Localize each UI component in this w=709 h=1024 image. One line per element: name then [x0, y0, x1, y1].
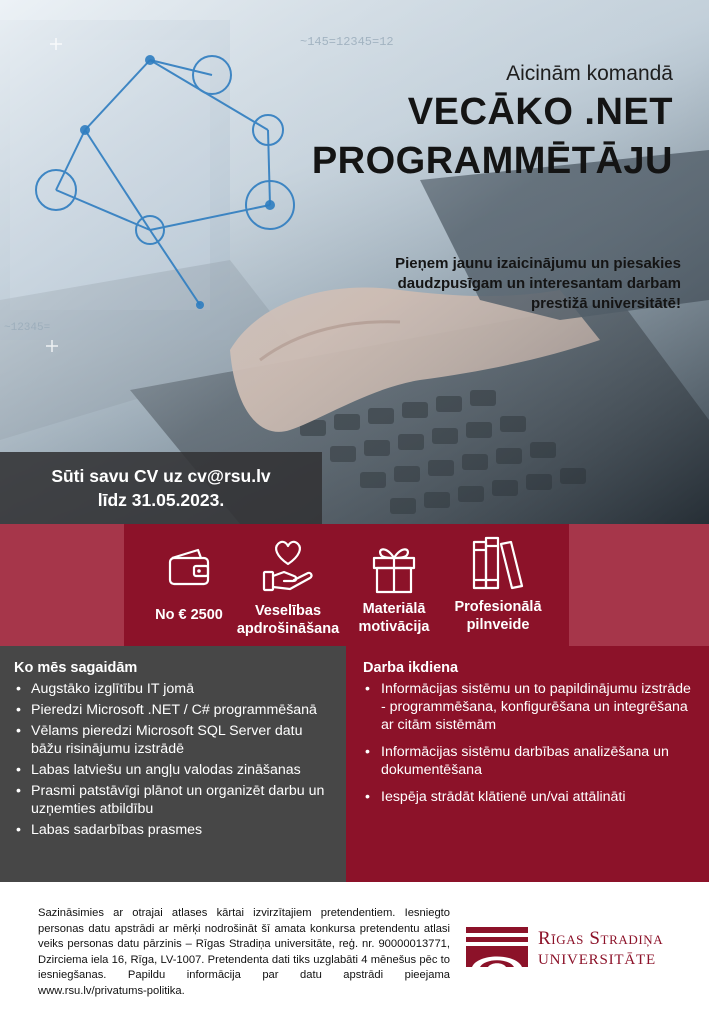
headline-title-line2: PROGRAMMĒTĀJU: [311, 140, 673, 182]
logo-line2: UNIVERSITĀTE: [538, 952, 656, 968]
list-item: • Informācijas sistēmu darbības analizēšana un dokumentēšana: [363, 743, 693, 779]
cv-submission-box: [0, 452, 322, 524]
benefit-development-label: Profesionālā pilnveide: [454, 599, 542, 633]
list-item: • Vēlams pieredzi Microsoft SQL Server datu bāžu risinājumu izstrādē: [14, 722, 332, 758]
list-item: • Pieredzi Microsoft .NET / C# programmēšanā: [14, 701, 332, 719]
requirements-list: [14, 680, 332, 839]
benefit-material-motivation: [346, 524, 442, 636]
benefit-health-insurance: [228, 524, 348, 638]
books-icon: [470, 534, 526, 594]
list-item: • Labas latviešu un angļu valodas zināšanas: [14, 761, 332, 779]
benefit-salary-label: No € 2500: [155, 607, 223, 623]
list-item: • Prasmi patstāvīgi plānot un organizēt darbu un uzņemties atbildību: [14, 782, 332, 818]
rsu-wordmark: [538, 928, 663, 970]
requirements-panel: [0, 646, 346, 882]
duties-panel: [346, 646, 709, 882]
benefit-salary: [139, 524, 239, 624]
rsu-emblem-icon: [466, 927, 528, 971]
benefits-band: [124, 524, 569, 646]
duties-title: Darba ikdiena: [363, 660, 459, 676]
svg-text:~145=12345=12: ~145=12345=12: [300, 35, 394, 49]
svg-text:~12345=: ~12345=: [4, 322, 51, 334]
rsu-logo[interactable]: [466, 922, 696, 982]
list-item: • Augstāko izglītību IT jomā: [14, 680, 332, 698]
band-right-accent: [569, 524, 709, 646]
gift-icon: [369, 540, 419, 596]
requirements-title: Ko mēs sagaidām: [14, 660, 138, 676]
cv-email-line: Sūti savu CV uz cv@rsu.lv: [51, 466, 271, 486]
benefit-health-label: Veselības apdrošināšana: [236, 603, 340, 637]
headline-title-line1: VECĀKO .NET: [407, 91, 673, 133]
privacy-notice: Sazināsimies ar otrajai atlases kārtai izvirzītajiem pretendentiem. Iesniegto personas datu apstrādi ar mērķi nodrošināt šī amata konkursa pretendentu atlasi veiks personas datu pārzinis – Rīgas Stradiņa universitāte, reģ. nr. 90000013771, Dzirciema iela 16, Rīga, LV-1007. Pretendenta dati tiks uzglabāti 4 mēnešus pēc to iesniegšanas. Papildu informācija par datu apstrādi pieejama www.rsu.lv/privatums-politika.: [38, 907, 450, 997]
duties-list: [363, 680, 693, 806]
list-item: • Iespēja strādāt klātienē un/vai attālināti: [363, 788, 693, 806]
headline: [312, 62, 673, 186]
wallet-icon: [164, 542, 214, 592]
heart-hand-icon: [260, 534, 316, 596]
band-left-accent: [0, 524, 124, 646]
footer: [0, 882, 709, 1024]
benefit-motivation-label: Materiālā motivācija: [358, 601, 430, 635]
list-item: • Labas sadarbības prasmes: [14, 821, 332, 839]
tagline: Pieņem jaunu izaicinājumu un piesakies daudzpusīgam un interesantam darbam prestižā universitātē!: [395, 255, 681, 312]
list-item: • Informācijas sistēmu un to papildinājumu izstrāde - programmēšana, konfigurēšana un integrēšana ar citām sistēmām: [363, 680, 693, 734]
benefit-professional-development: [442, 524, 554, 634]
logo-line1: Rīgas Stradiņa: [538, 928, 664, 949]
headline-pretitle: Aicinām komandā: [506, 62, 673, 85]
cv-deadline-line: līdz 31.05.2023.: [97, 490, 225, 510]
